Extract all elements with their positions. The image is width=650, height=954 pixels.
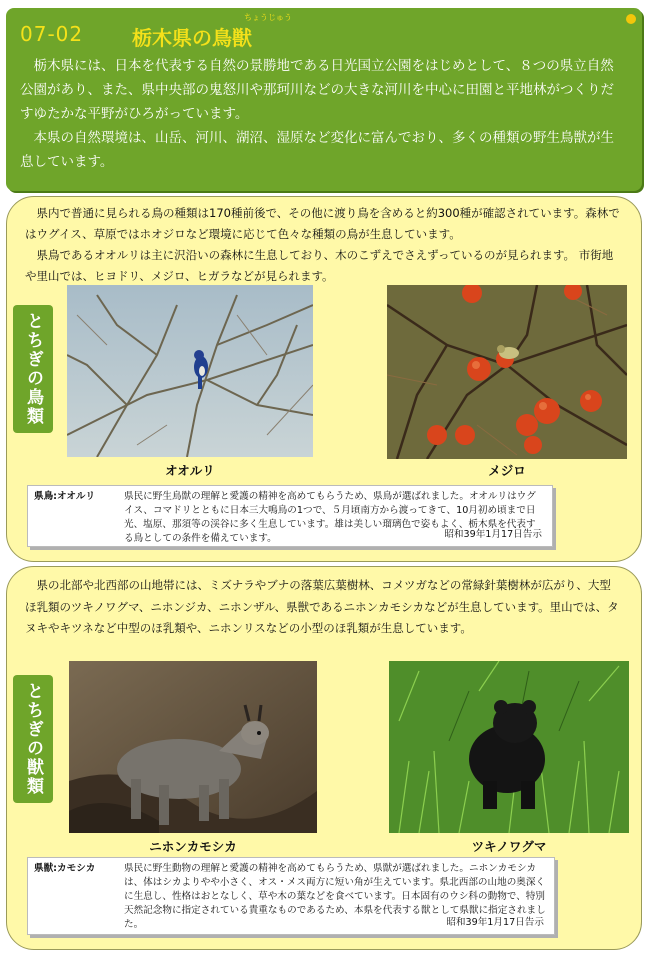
prefectural-bird-date: 昭和39年1月17日告示 <box>444 529 542 540</box>
corner-dot-icon <box>626 14 636 24</box>
mejiro-caption: メジロ <box>488 463 526 478</box>
mejiro-photo <box>387 285 627 459</box>
birds-panel <box>6 196 642 562</box>
beasts-text <box>25 575 621 640</box>
prefectural-bird-info <box>27 485 553 547</box>
prefectural-bird-label: 県鳥:オオルリ <box>34 491 96 502</box>
title-row <box>20 13 620 54</box>
birds-section-label <box>13 305 53 433</box>
kamoshika-caption: ニホンカモシカ <box>149 839 237 854</box>
oruri-photo <box>67 285 313 457</box>
prefectural-beast-info <box>27 857 555 935</box>
beasts-paragraph: 県の北部や北西部の山地帯には、ミズナラやブナの落葉広葉樹林、コメツガなどの常緑針葉樹林が広がり、大型ほ乳類のツキノワグマ、ニホンジカ、ニホンザル、県獣であるニホンカモシカなどが生息しています。里山では、タヌキやキツネなど中型のほ乳類や、ニホンリスなどの小型のほ乳類が生息しています。 <box>25 578 619 635</box>
intro-text <box>20 54 620 174</box>
oruri-caption: オオルリ <box>165 463 215 478</box>
section-number: 07-02 <box>20 22 84 46</box>
birds-label-text: とちぎの鳥類 <box>23 312 43 426</box>
kamoshika-photo <box>69 661 317 833</box>
intro-header <box>6 8 642 191</box>
intro-paragraph: 本県の自然環境は、山岳、河川、湖沼、湿原など変化に富んでおり、多くの種類の野生鳥獣が生息しています。 <box>20 130 614 170</box>
beasts-section-label <box>13 675 53 803</box>
prefectural-beast-label: 県獣:カモシカ <box>34 863 96 874</box>
tsukinowaguma-caption: ツキノワグマ <box>471 839 547 854</box>
prefectural-beast-date: 昭和39年1月17日告示 <box>446 917 544 928</box>
beasts-panel <box>6 566 642 950</box>
intro-paragraph: 栃木県には、日本を代表する自然の景勝地である日光国立公園をはじめとして、８つの県立自然公園があり、また、県中央部の鬼怒川や那珂川などの大きな河川を中心に田園と平地林がつくりだすゆたかな平野がひろがっています。 <box>20 58 614 122</box>
prefectural-beast-text: 県民に野生動物の理解と愛護の精神を高めてもらうため、県獣が選ばれました。ニホンカモシカは、体はシカよりやや小さく、オス・メス両方に短い角が生えています。県北西部の山地の奥深くに生息し、性格はおとなしく、草や木の葉などを食べています。日本固有のウシ科の動物で、特別天然記念物に指定されている貴重なものであるため、本県を代表する獣として県獣に指定されました。 <box>124 863 546 930</box>
page-title: 栃木県の鳥獣 <box>132 26 252 50</box>
beasts-label-text: とちぎの獣類 <box>23 682 43 796</box>
prefectural-bird-text: 県民に野生鳥獣の理解と愛護の精神を高めてもらうため、県鳥が選ばれました。オオルリはウグイス、コマドリとともに日本三大鳴鳥の1つで、５月頃南方から渡ってきて、10月初め頃まで日光、塩原、那須等の渓谷に多く生息しています。雄は美しい瑠璃色で姿もよく、栃木県を代表する鳥としての条件を備えています。 <box>124 491 536 544</box>
birds-paragraph: 県内で普通に見られる鳥の種類は170種前後で、その他に渡り鳥を含めると約300種が確認されています。森林ではウグイス、草原ではホオジロなど環境に応じて色々な種類の鳥が生息しています。 <box>25 206 620 241</box>
title-ruby: ちょうじゅう <box>244 13 292 22</box>
birds-paragraph: 県鳥であるオオルリは主に沢沿いの森林に生息しており、木のこずえでさえずっているのが見られます。 市街地や里山では、ヒヨドリ、メジロ、ヒガラなどが見られます。 <box>25 248 614 283</box>
tsukinowaguma-photo <box>389 661 629 833</box>
birds-text <box>25 203 621 287</box>
